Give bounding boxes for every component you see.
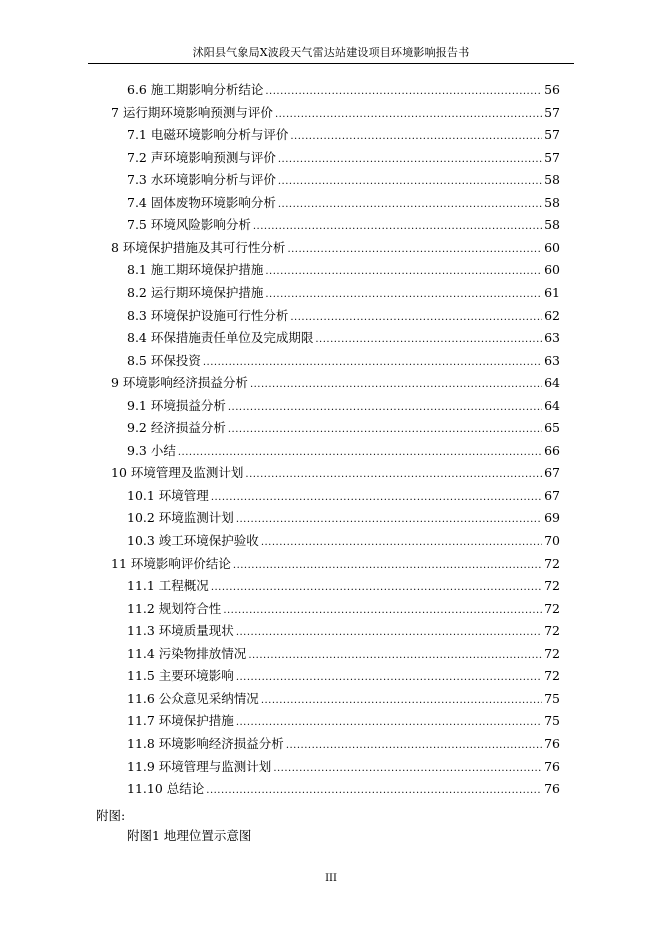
toc-entry-label: 11 环境影响评价结论 [111, 555, 231, 571]
toc-entry-label: 11.2 规划符合性 [127, 600, 222, 616]
toc-section-entry[interactable] [127, 170, 560, 190]
toc-section-entry[interactable] [127, 306, 560, 326]
toc-entry-label: 11.6 公众意见采纳情况 [127, 690, 259, 706]
toc-section-entry[interactable] [127, 418, 560, 438]
toc-entry-page: 72 [544, 578, 560, 594]
dot-leader [265, 86, 542, 97]
toc-section-entry[interactable] [127, 193, 560, 213]
toc-chapter-entry[interactable] [111, 373, 560, 393]
dot-leader [236, 514, 542, 525]
dot-leader [236, 627, 542, 638]
toc-entry-page: 63 [544, 352, 560, 368]
toc-section-entry[interactable] [127, 621, 560, 641]
toc-entry-page: 63 [544, 330, 560, 346]
toc-section-entry[interactable] [127, 531, 560, 551]
toc-entry-page: 62 [544, 307, 560, 323]
toc-entry-page: 56 [544, 82, 560, 97]
toc-section-entry[interactable] [127, 576, 560, 596]
toc-entry-page: 67 [544, 465, 560, 481]
dot-leader [236, 717, 542, 728]
dot-leader [248, 650, 542, 661]
toc-entry-label: 11.7 环境保护措施 [127, 713, 234, 729]
toc-entry-page: 75 [544, 690, 560, 706]
toc-entry-page: 72 [544, 668, 560, 684]
toc-entry-label: 8.3 环境保护设施可行性分析 [127, 307, 289, 323]
toc-entry-label: 6.6 施工期影响分析结论 [127, 82, 264, 97]
toc-chapter-entry[interactable] [111, 238, 560, 258]
toc-entry-page: 76 [544, 781, 560, 797]
toc-entry-page: 64 [544, 397, 560, 413]
toc-entry-label: 11.8 环境影响经济损益分析 [127, 735, 284, 751]
dot-leader [278, 176, 542, 187]
toc-chapter-entry[interactable] [111, 554, 560, 574]
dot-leader [253, 221, 542, 232]
dot-leader [286, 740, 542, 751]
toc-entry-label: 11.5 主要环境影响 [127, 668, 234, 684]
toc-entry-page: 58 [544, 194, 560, 210]
toc-entry-page: 72 [544, 555, 560, 571]
dot-leader [278, 199, 542, 210]
toc-entry-label: 10 环境管理及监测计划 [111, 465, 244, 481]
toc-entry-page: 72 [544, 600, 560, 616]
appendix-item: 附图1 地理位置示意图 [127, 827, 252, 843]
toc-entry-label: 8 环境保护措施及其可行性分析 [111, 239, 286, 255]
toc-entry-label: 8.4 环保措施责任单位及完成期限 [127, 330, 314, 346]
toc-entry-page: 60 [544, 239, 560, 255]
dot-leader [265, 289, 542, 300]
toc-entry-page: 58 [544, 172, 560, 188]
toc-entry-label: 11.3 环境质量现状 [127, 623, 234, 639]
page-number: III [325, 873, 337, 884]
toc-section-entry[interactable] [127, 644, 560, 664]
dot-leader [211, 582, 542, 593]
toc-entry-page: 72 [544, 645, 560, 661]
toc-entry-label: 9 环境影响经济损益分析 [111, 375, 248, 391]
dot-leader [275, 109, 542, 120]
toc-entry-page: 69 [544, 510, 560, 526]
toc-section-entry[interactable] [127, 599, 560, 619]
dot-leader [233, 560, 542, 571]
toc-entry-page: 70 [544, 533, 560, 548]
toc-section-entry[interactable] [127, 666, 560, 686]
toc-entry-page: 66 [544, 442, 560, 458]
toc-entry-label: 11.4 污染物排放情况 [127, 645, 247, 661]
dot-leader [261, 537, 542, 548]
toc-entry-label: 11.1 工程概况 [127, 578, 209, 594]
header-rule [88, 63, 574, 64]
toc-entry-page: 76 [544, 758, 560, 774]
toc-entry-label: 8.5 环保投资 [127, 352, 201, 368]
toc-entry-label: 7.4 固体废物环境影响分析 [127, 194, 276, 210]
toc-section-entry[interactable] [127, 711, 560, 731]
toc-entry-page: 76 [544, 735, 560, 751]
toc-chapter-entry[interactable] [111, 103, 560, 123]
toc-entry-label: 9.2 经济损益分析 [127, 420, 226, 436]
toc-section-entry[interactable] [127, 260, 560, 280]
dot-leader [250, 379, 542, 390]
toc-section-entry[interactable] [127, 351, 560, 371]
dot-leader [261, 695, 542, 706]
toc-entry-page: 61 [544, 284, 560, 300]
toc-entry-page: 57 [544, 149, 560, 165]
toc-entry-label: 7.5 环境风险影响分析 [127, 217, 251, 233]
toc-entry-label: 8.1 施工期环境保护措施 [127, 262, 264, 278]
toc-entry-page: 67 [544, 487, 560, 503]
dot-leader [228, 402, 542, 413]
dot-leader [236, 672, 542, 683]
toc-entry-label: 7.2 声环境影响预测与评价 [127, 149, 276, 165]
running-header: 沭阳县气象局X波段天气雷达站建设项目环境影响报告书 [192, 46, 470, 59]
dot-leader [211, 492, 542, 503]
dot-leader [265, 266, 542, 277]
toc-entry-page: 64 [544, 375, 560, 391]
toc-section-entry[interactable] [127, 125, 560, 145]
dot-leader [290, 312, 542, 323]
toc-entry-page: 60 [544, 262, 560, 278]
toc-entry-page: 57 [544, 127, 560, 143]
toc-entry-label: 11.10 总结论 [127, 781, 205, 797]
dot-leader [228, 424, 542, 435]
toc-section-entry[interactable] [127, 283, 560, 303]
dot-leader [206, 785, 542, 796]
dot-leader [287, 244, 542, 255]
appendix-heading: 附图: [96, 807, 126, 823]
dot-leader [245, 469, 542, 480]
dot-leader [203, 357, 542, 368]
toc-section-entry[interactable] [127, 734, 560, 754]
dot-leader [278, 154, 542, 165]
toc-section-entry[interactable] [127, 689, 560, 709]
toc-entry-label: 10.1 环境管理 [127, 487, 209, 503]
toc-section-entry[interactable] [127, 486, 560, 506]
toc-section-entry[interactable] [127, 396, 560, 416]
toc-entry-label: 7.3 水环境影响分析与评价 [127, 172, 276, 188]
dot-leader [315, 334, 542, 345]
toc-entry-label: 9.3 小结 [127, 442, 176, 458]
toc-entry-label: 11.9 环境管理与监测计划 [127, 758, 272, 774]
toc-entry-page: 57 [544, 104, 560, 120]
toc-entry-page: 75 [544, 713, 560, 729]
toc-section-entry[interactable] [127, 80, 560, 100]
toc-section-entry[interactable] [127, 148, 560, 168]
dot-leader [290, 131, 542, 142]
toc-entry-label: 9.1 环境损益分析 [127, 397, 226, 413]
toc-entry-label: 7 运行期环境影响预测与评价 [111, 104, 273, 120]
dot-leader [273, 763, 542, 774]
toc-section-entry[interactable] [127, 215, 560, 235]
toc-section-entry[interactable] [127, 779, 560, 799]
toc-entry-label: 7.1 电磁环境影响分析与评价 [127, 127, 289, 143]
toc-entry-label: 10.3 竣工环境保护验收 [127, 533, 259, 548]
toc-entry-label: 10.2 环境监测计划 [127, 510, 234, 526]
dot-leader [178, 447, 542, 458]
toc-section-entry[interactable] [127, 328, 560, 348]
toc-entry-page: 65 [544, 420, 560, 436]
toc-entry-page: 58 [544, 217, 560, 233]
toc-section-entry[interactable] [127, 441, 560, 461]
toc-entry-page: 72 [544, 623, 560, 639]
toc-chapter-entry[interactable] [111, 463, 560, 483]
toc-entry-label: 8.2 运行期环境保护措施 [127, 284, 264, 300]
toc-section-entry[interactable] [127, 508, 560, 528]
toc-section-entry[interactable] [127, 757, 560, 777]
dot-leader [223, 605, 542, 616]
